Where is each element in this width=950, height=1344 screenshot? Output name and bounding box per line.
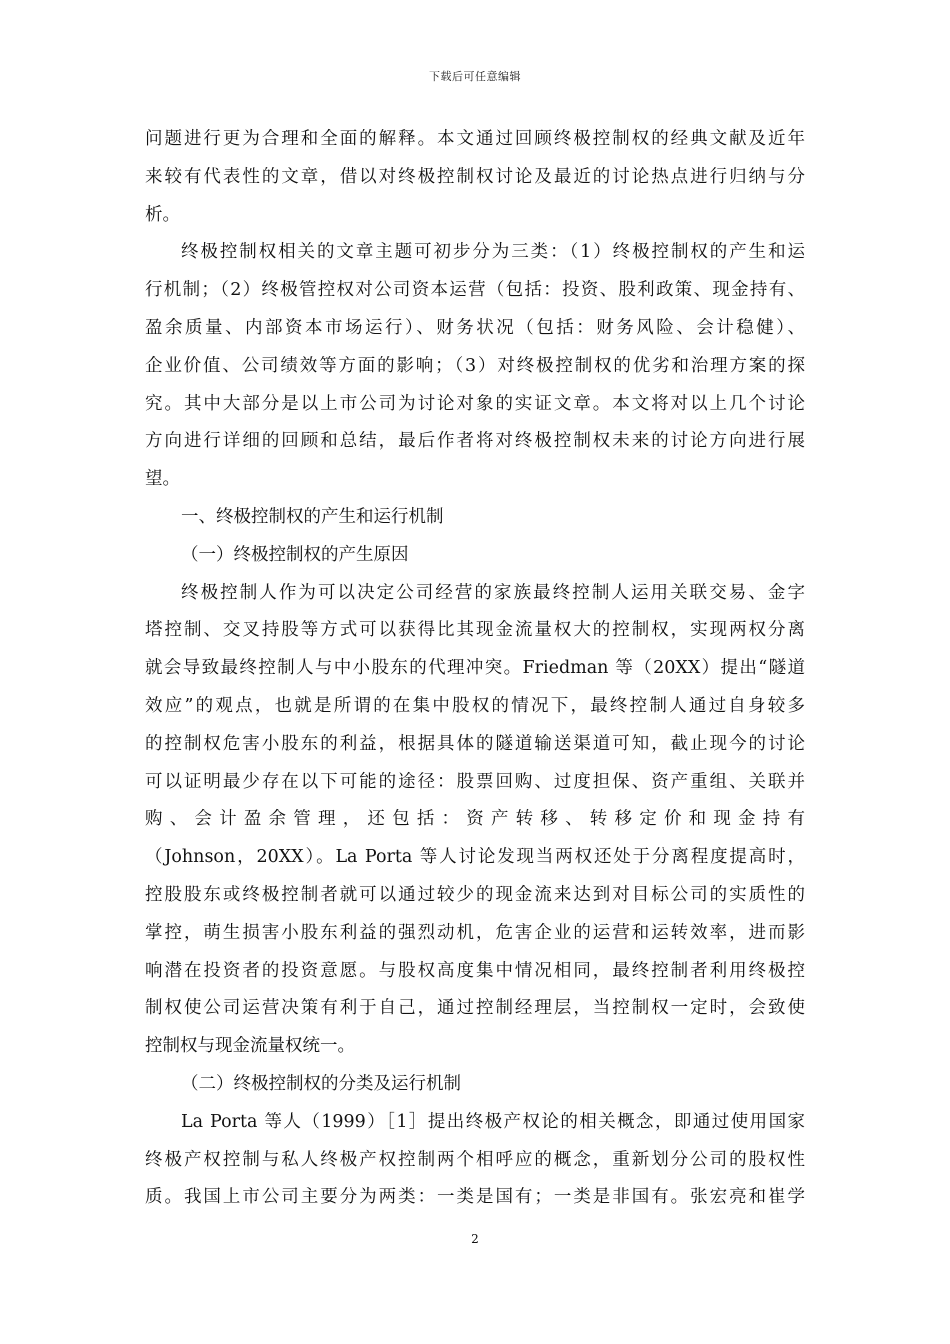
text-line: 就会导致最终控制人与中小股东的代理冲突。Friedman 等（20XX）提出“隧道 (145, 658, 805, 679)
text-line: 析。 (145, 204, 180, 225)
text-line: 终极控制人作为可以决定公司经营的家族最终控制人运用关联交易、金字 (181, 582, 805, 603)
text-line: 质。我国上市公司主要分为两类：一类是国有；一类是非国有。张宏亮和崔学 (145, 1187, 805, 1208)
text-line: 一、终极控制权的产生和运行机制 (181, 506, 444, 527)
text-line: 盈余质量、内部资本市场运行）、财务状况（包括：财务风险、会计稳健）、 (145, 317, 805, 338)
text-line: 望。 (145, 469, 180, 490)
text-line: （一）终极控制权的产生原因 (181, 544, 409, 565)
text-line: 方向进行详细的回顾和总结，最后作者将对终极控制权未来的讨论方向进行展 (145, 431, 805, 452)
text-line: 购、会计盈余管理，还包括：资产转移、转移定价和现金持有 (145, 809, 805, 830)
text-line: （二）终极控制权的分类及运行机制 (181, 1073, 461, 1094)
text-line: 来较有代表性的文章，借以对终极控制权讨论及最近的讨论热点进行归纳与分 (145, 166, 805, 187)
text-line: （Johnson，20XX）。La Porta 等人讨论发现当两权还处于分离程度提高时， (145, 847, 805, 868)
text-line: 究。其中大部分是以上市公司为讨论对象的实证文章。本文将对以上几个讨论 (145, 393, 805, 414)
text-line: 塔控制、交叉持股等方式可以获得比其现金流量权大的控制权，实现两权分离 (145, 620, 805, 641)
text-line: 效应”的观点，也就是所谓的在集中股权的情况下，最终控制人通过自身较多 (145, 695, 805, 716)
text-line: 制权使公司运营决策有利于自己，通过控制经理层，当控制权一定时，会致使 (145, 998, 805, 1019)
text-line: 可以证明最少存在以下可能的途径：股票回购、过度担保、资产重组、关联并 (145, 771, 805, 792)
text-line: La Porta 等人（1999）［1］提出终极产权论的相关概念，即通过使用国家 (181, 1111, 805, 1132)
text-line: 的控制权危害小股东的利益，根据具体的隧道输送渠道可知，截止现今的讨论 (145, 733, 805, 754)
text-line: 控股股东或终极控制者就可以通过较少的现金流来达到对目标公司的实质性的 (145, 884, 805, 905)
page-header: 下载后可任意编辑 (429, 70, 521, 83)
text-line: 终极产权控制与私人终极产权控制两个相呼应的概念，重新划分公司的股权性 (145, 1149, 805, 1170)
text-line: 终极控制权相关的文章主题可初步分为三类：（1）终极控制权的产生和运 (181, 242, 805, 263)
text-line: 问题进行更为合理和全面的解释。本文通过回顾终极控制权的经典文献及近年 (145, 129, 805, 149)
text-line: 响潜在投资者的投资意愿。与股权高度集中情况相同，最终控制者利用终极控 (145, 960, 805, 981)
text-line: 企业价值、公司绩效等方面的影响；（3）对终极控制权的优劣和治理方案的探 (145, 355, 805, 376)
document-body (145, 121, 805, 1217)
text-line: 行机制；（2）终极管控权对公司资本运营（包括：投资、股利政策、现金持有、 (145, 280, 805, 301)
text-line: 掌控，萌生损害小股东利益的强烈动机，危害企业的运营和运转效率，进而影 (145, 922, 805, 943)
text-line: 控制权与现金流量权统一。 (145, 1036, 355, 1057)
page-number: 2 (471, 1232, 479, 1246)
